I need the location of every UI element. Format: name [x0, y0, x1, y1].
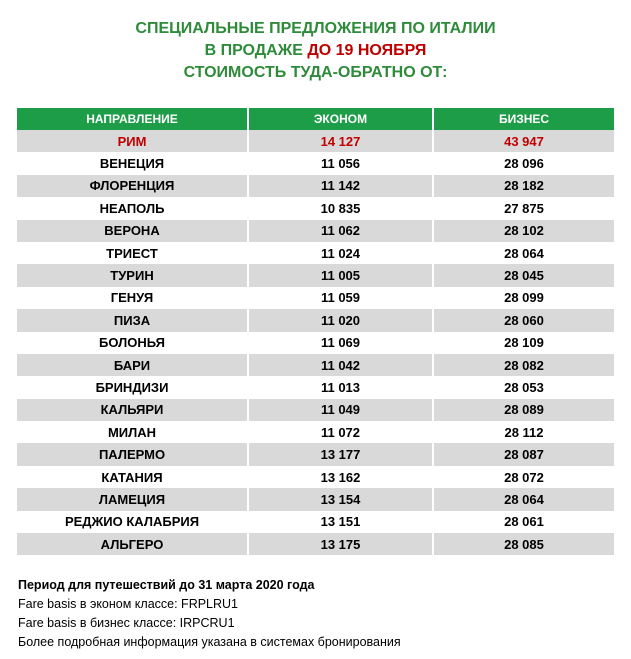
table-row [17, 332, 614, 354]
table-row [17, 242, 614, 264]
title-line-3: СТОИМОСТЬ ТУДА-ОБРАТНО ОТ: [183, 64, 448, 81]
table-row [17, 399, 614, 421]
economy-fare-basis-note: Fare basis в эконом классе: FRPLRU1 [18, 597, 239, 611]
business-price-cell: 43 947 [432, 130, 614, 152]
business-price-cell: 28 109 [432, 332, 614, 354]
destination-cell: ПИЗА [17, 309, 247, 331]
business-price-cell: 28 082 [432, 354, 614, 376]
destination-cell: РЕДЖИО КАЛАБРИЯ [64, 514, 200, 530]
offer-title [0, 18, 631, 84]
business-price-cell: 28 072 [432, 466, 614, 488]
destination-cell: НЕАПОЛЬ [99, 200, 165, 216]
economy-price-cell: 10 835 [247, 197, 432, 219]
destination-cell: АЛЬГЕРО [17, 533, 247, 555]
table-row [17, 354, 614, 376]
economy-price-cell: 11 059 [247, 287, 432, 309]
economy-price-cell: 11 005 [247, 264, 432, 286]
title-line-1: СПЕЦИАЛЬНЫЕ ПРЕДЛОЖЕНИЯ ПО ИТАЛИИ [135, 20, 496, 37]
economy-price-cell: 11 049 [247, 399, 432, 421]
table-row [17, 287, 614, 309]
business-price-cell: 28 087 [432, 443, 614, 465]
business-price-cell: 28 089 [432, 399, 614, 421]
business-price-cell: 28 053 [432, 376, 614, 398]
table-row [17, 421, 614, 443]
fares-table [17, 108, 614, 555]
destination-cell: БАРИ [17, 354, 247, 376]
travel-period-note: Период для путешествий до 31 марта 2020 года [18, 578, 315, 592]
table-row [17, 488, 614, 510]
destination-cell: МИЛАН [107, 424, 157, 440]
business-price-cell: 28 096 [432, 152, 614, 174]
table-row [17, 443, 614, 465]
destination-cell: КАЛЬЯРИ [17, 399, 247, 421]
fares-table-body [17, 130, 614, 555]
table-row [17, 376, 614, 398]
column-header-economy: ЭКОНОМ [247, 108, 432, 130]
economy-price-cell: 11 072 [247, 421, 432, 443]
booking-info-note: Более подробная информация указана в системах бронирования [18, 635, 401, 649]
destination-cell: ВЕНЕЦИЯ [99, 156, 165, 172]
column-header-business: БИЗНЕС [432, 108, 614, 130]
economy-price-cell: 11 069 [247, 332, 432, 354]
business-price-cell: 28 099 [432, 287, 614, 309]
business-price-cell: 28 064 [432, 488, 614, 510]
business-fare-basis-note: Fare basis в бизнес классе: IRPCRU1 [18, 616, 235, 630]
economy-price-cell: 13 177 [247, 443, 432, 465]
business-price-cell: 28 060 [432, 309, 614, 331]
business-price-cell: 28 045 [432, 264, 614, 286]
table-row [17, 309, 614, 331]
destination-cell: ТРИЕСТ [106, 245, 158, 261]
table-row [17, 264, 614, 286]
destination-cell: КАТАНИЯ [101, 469, 163, 485]
destination-cell: ЛАМЕЦИЯ [17, 488, 247, 510]
title-line-2-prefix: В ПРОДАЖЕ [204, 42, 308, 59]
table-row [17, 175, 614, 197]
destination-cell: БОЛОНЬЯ [99, 335, 165, 351]
business-price-cell: 28 102 [432, 220, 614, 242]
destination-cell: ТУРИН [17, 264, 247, 286]
sale-deadline: ДО 19 НОЯБРЯ [307, 42, 427, 59]
fares-table-header [17, 108, 614, 130]
economy-price-cell: 13 151 [247, 511, 432, 533]
table-row [17, 511, 614, 533]
economy-price-cell: 11 042 [247, 354, 432, 376]
column-header-destination: НАПРАВЛЕНИЕ [17, 108, 247, 130]
table-row [17, 130, 614, 152]
economy-price-cell: 14 127 [247, 130, 432, 152]
destination-cell: БРИНДИЗИ [95, 379, 169, 395]
destination-cell: ПАЛЕРМО [17, 443, 247, 465]
business-price-cell: 27 875 [432, 197, 614, 219]
business-price-cell: 28 064 [432, 242, 614, 264]
destination-cell: РИМ [17, 130, 247, 152]
destination-cell: ГЕНУЯ [110, 290, 154, 306]
destination-cell: ФЛОРЕНЦИЯ [17, 175, 247, 197]
title-line-2 [0, 40, 631, 62]
table-row [17, 533, 614, 555]
economy-price-cell: 13 175 [247, 533, 432, 555]
table-row [17, 197, 614, 219]
economy-price-cell: 13 154 [247, 488, 432, 510]
economy-price-cell: 11 056 [247, 152, 432, 174]
economy-price-cell: 11 013 [247, 376, 432, 398]
destination-cell: ВЕРОНА [17, 220, 247, 242]
table-row [17, 466, 614, 488]
business-price-cell: 28 061 [432, 511, 614, 533]
economy-price-cell: 11 024 [247, 242, 432, 264]
economy-price-cell: 11 020 [247, 309, 432, 331]
business-price-cell: 28 182 [432, 175, 614, 197]
business-price-cell: 28 112 [432, 421, 614, 443]
economy-price-cell: 13 162 [247, 466, 432, 488]
business-price-cell: 28 085 [432, 533, 614, 555]
table-row [17, 152, 614, 174]
table-row [17, 220, 614, 242]
economy-price-cell: 11 142 [247, 175, 432, 197]
fare-notes [18, 576, 401, 652]
economy-price-cell: 11 062 [247, 220, 432, 242]
